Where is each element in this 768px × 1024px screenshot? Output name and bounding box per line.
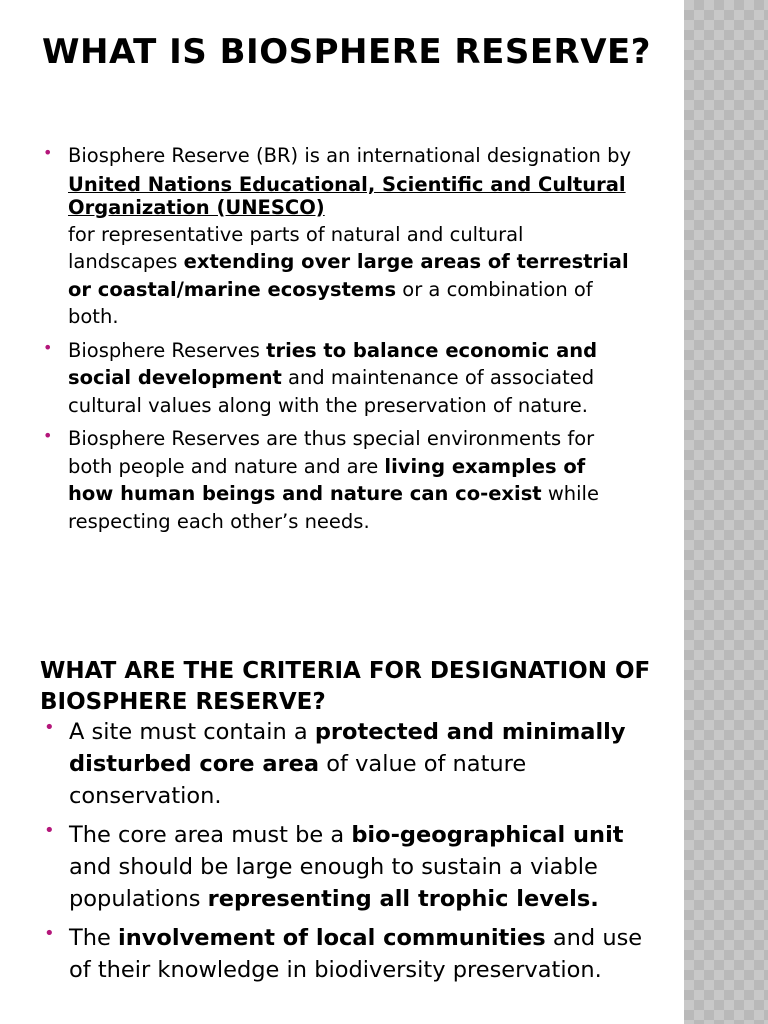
criteria-heading: WHAT ARE THE CRITERIA FOR DESIGNATION OF BIOSPHERE RESERVE? xyxy=(40,658,651,715)
bullet-text: or a combination of both. xyxy=(68,277,593,328)
bullet-text: and maintenance of associated cultural values along with the preservation of nature. xyxy=(68,366,595,417)
bullet-icon: • xyxy=(44,717,55,738)
bullet-icon: • xyxy=(43,426,53,445)
unesco-link[interactable]: United Nations Educational, Scientific and Cultural Organization (UNESCO) xyxy=(68,172,626,219)
bullet-text: while respecting each other’s needs. xyxy=(68,482,599,533)
bullet-text: Biosphere Reserve (BR) is an international designation by xyxy=(68,144,632,167)
bullet-emphasis: living examples of how human beings and nature can co-exist xyxy=(68,454,586,505)
bullet-emphasis: representing all trophic levels. xyxy=(207,886,599,912)
bullet-text: of value of nature conservation. xyxy=(69,751,527,809)
definition-list xyxy=(0,142,684,541)
bullet-emphasis: bio-geographical unit xyxy=(351,822,624,848)
page-title: WHAT IS BIOSPHERE RESERVE? xyxy=(42,32,651,72)
list-item xyxy=(0,142,684,331)
bullet-emphasis: involvement of local communities xyxy=(118,925,546,951)
bullet-text: Biosphere Reserves are thus special environments for both people and nature and are xyxy=(68,427,595,478)
bullet-emphasis: tries to balance economic and social development xyxy=(68,338,598,389)
bullet-icon: • xyxy=(44,923,55,944)
bullet-icon: • xyxy=(44,820,55,841)
bullet-text: for representative parts of natural and cultural landscapes xyxy=(68,222,524,273)
bullet-text: The core area must be a xyxy=(69,822,352,848)
list-item xyxy=(0,425,684,535)
list-item xyxy=(0,922,684,986)
bullet-emphasis: extending over large areas of terrestrial or coastal/marine ecosystems xyxy=(68,250,629,301)
bullet-emphasis: protected and minimally disturbed core area xyxy=(69,719,626,777)
bullet-text: The xyxy=(69,925,118,951)
bullet-text: and should be large enough to sustain a viable populations xyxy=(69,854,598,912)
decorative-side-pattern xyxy=(684,0,768,1024)
bullet-icon: • xyxy=(43,337,53,357)
bullet-text: and use of their knowledge in biodiversity preservation. xyxy=(69,925,643,983)
list-item xyxy=(0,716,684,812)
list-item xyxy=(0,337,684,420)
bullet-text: A site must contain a xyxy=(69,719,315,745)
bullet-text: Biosphere Reserves xyxy=(68,338,267,362)
bullet-icon: • xyxy=(43,143,53,162)
list-item xyxy=(0,819,684,915)
criteria-list xyxy=(0,716,684,993)
